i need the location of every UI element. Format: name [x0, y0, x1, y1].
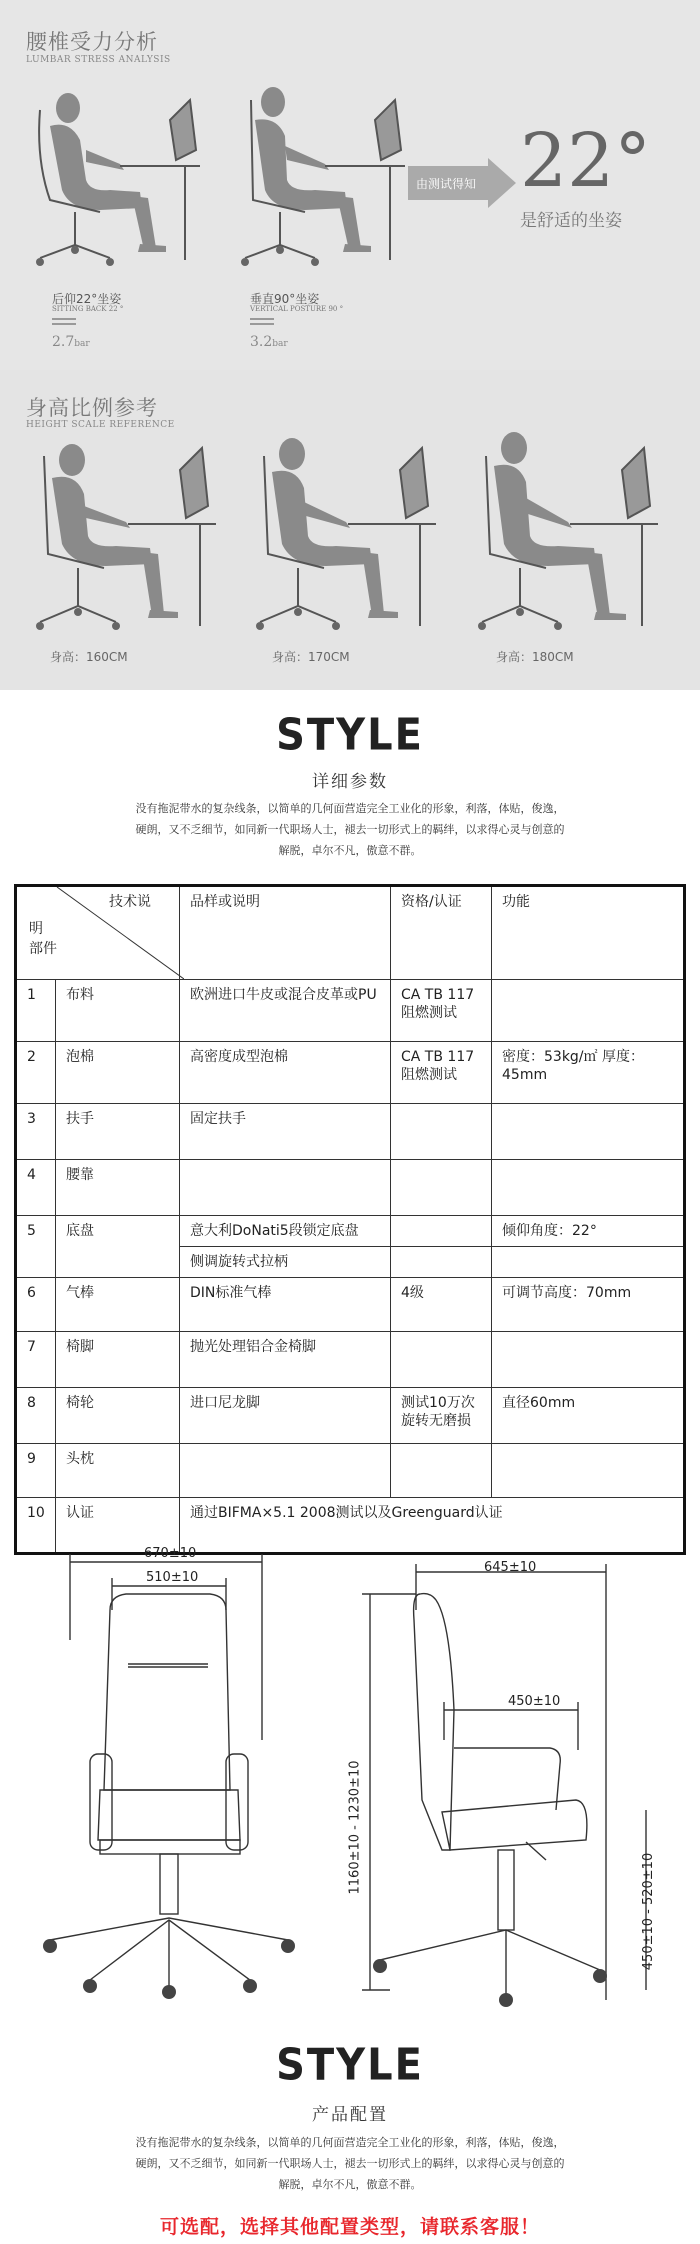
row-no: 10 — [16, 1498, 56, 1554]
row-cert: CA TB 117 阻燃测试 — [391, 1042, 492, 1104]
row-part: 腰靠 — [56, 1160, 180, 1216]
row-desc: DIN标准气棒 — [180, 1278, 391, 1332]
figure2-caption: 垂直90°坐姿 — [250, 292, 320, 306]
row-desc: 抛光处理铝合金椅脚 — [180, 1332, 391, 1388]
table-row — [16, 1104, 685, 1160]
row-part: 气棒 — [56, 1278, 180, 1332]
spec-table — [14, 884, 686, 1555]
row-part: 底盘 — [56, 1216, 180, 1278]
row-func: 密度：53kg/㎡ 厚度：45mm — [492, 1042, 685, 1104]
height-160-figure — [20, 430, 220, 640]
row-no: 6 — [16, 1278, 56, 1332]
row-desc: 进口尼龙脚 — [180, 1388, 391, 1444]
height-caption-160: 身高：160CM — [50, 650, 128, 664]
row-cert — [391, 1247, 492, 1278]
table-row — [16, 1042, 685, 1104]
row-part: 扶手 — [56, 1104, 180, 1160]
row-func — [492, 980, 685, 1042]
header-part: 明 部件 — [29, 921, 57, 957]
row-desc — [180, 1444, 391, 1498]
table-row — [16, 980, 685, 1042]
table-header-row — [16, 886, 685, 980]
height-caption-170: 身高：170CM — [272, 650, 350, 664]
row-no: 2 — [16, 1042, 56, 1104]
row-cert — [391, 1160, 492, 1216]
dim-front-outer: 670±10 — [144, 1546, 197, 1561]
table-row — [16, 1332, 685, 1388]
row-cert — [391, 1104, 492, 1160]
figure1-caption-en: SITTING BACK 22 ° — [52, 305, 124, 313]
config-notice: 可选配，选择其他配置类型，请联系客服！ — [159, 2216, 540, 2238]
upright-sitting-figure — [225, 80, 425, 280]
pressure-lines-icon — [52, 318, 76, 328]
row-cert — [391, 1216, 492, 1247]
row-cert — [391, 1444, 492, 1498]
row-desc: 通过BIFMA×5.1 2008测试以及Greenguard认证 — [180, 1498, 685, 1554]
table-row — [16, 1216, 685, 1247]
row-no: 8 — [16, 1388, 56, 1444]
height-title: 身高比例参考 — [26, 396, 158, 420]
row-cert — [391, 1332, 492, 1388]
dim-side-depth: 645±10 — [484, 1560, 537, 1575]
style-subheading-2: 产品配置 — [312, 2105, 388, 2125]
height-subtitle: HEIGHT SCALE REFERENCE — [26, 420, 175, 430]
pressure-lines-icon — [250, 318, 274, 328]
row-desc: 高密度成型泡棉 — [180, 1042, 391, 1104]
arrow-text: 由测试得知 — [416, 177, 477, 191]
row-cert: CA TB 117 阻燃测试 — [391, 980, 492, 1042]
dim-side-seat: 450±10 — [508, 1694, 561, 1709]
figure2-caption-en: VERTICAL POSTURE 90 ° — [250, 305, 344, 313]
row-desc: 固定扶手 — [180, 1104, 391, 1160]
comfort-conclusion: 是舒适的坐姿 — [520, 211, 622, 231]
table-row — [16, 1160, 685, 1216]
row-cert: 测试10万次旋转无磨损 — [391, 1388, 492, 1444]
header-tech: 技术说 — [109, 894, 151, 910]
row-part: 认证 — [56, 1498, 180, 1554]
row-no: 4 — [16, 1160, 56, 1216]
dim-total-height: 1160±10 - 1230±10 — [347, 1760, 363, 1895]
chair-front-view — [30, 1540, 330, 2010]
height-170-figure — [240, 430, 440, 640]
angle-value: 22° — [520, 118, 652, 204]
row-func — [492, 1104, 685, 1160]
row-func: 直径60mm — [492, 1388, 685, 1444]
header-func: 功能 — [492, 886, 685, 980]
row-cert: 4级 — [391, 1278, 492, 1332]
header-diagonal-cell — [16, 886, 180, 980]
height-180-figure — [462, 430, 662, 640]
row-func — [492, 1332, 685, 1388]
chair-side-view — [347, 1550, 670, 2010]
row-func — [492, 1444, 685, 1498]
figure1-pressure: 2.7bar — [52, 334, 90, 350]
table-row — [16, 1388, 685, 1444]
style-heading-2: STYLE — [276, 2039, 424, 2091]
row-func — [492, 1160, 685, 1216]
row-desc: 意大利DoNati5段锁定底盘 — [180, 1216, 391, 1247]
dim-front-inner: 510±10 — [146, 1570, 199, 1585]
row-part: 椅脚 — [56, 1332, 180, 1388]
height-caption-180: 身高：180CM — [496, 650, 574, 664]
style-heading: STYLE — [276, 709, 424, 761]
row-func: 可调节高度：70mm — [492, 1278, 685, 1332]
row-no: 3 — [16, 1104, 56, 1160]
figure1-caption: 后仰22°坐姿 — [52, 292, 122, 306]
row-no: 5 — [16, 1216, 56, 1278]
lumbar-title: 腰椎受力分析 — [26, 30, 158, 54]
row-desc — [180, 1160, 391, 1216]
row-part: 布料 — [56, 980, 180, 1042]
row-part: 头枕 — [56, 1444, 180, 1498]
row-func: 倾仰角度：22° — [492, 1216, 685, 1247]
figure2-pressure: 3.2bar — [250, 334, 288, 350]
row-no: 9 — [16, 1444, 56, 1498]
row-desc: 侧调旋转式拉柄 — [180, 1247, 391, 1278]
lumbar-subtitle: LUMBAR STRESS ANALYSIS — [26, 55, 171, 65]
row-part: 椅轮 — [56, 1388, 180, 1444]
reclined-sitting-figure — [20, 80, 220, 280]
style-subheading: 详细参数 — [312, 772, 388, 792]
row-desc: 欧洲进口牛皮或混合皮革或PU — [180, 980, 391, 1042]
table-row — [16, 1444, 685, 1498]
header-desc: 品样或说明 — [180, 886, 391, 980]
row-no: 1 — [16, 980, 56, 1042]
dim-seat-height: 450±10 - 520±10 — [641, 1852, 657, 1971]
row-func — [492, 1247, 685, 1278]
intro-paragraph: 没有拖泥带水的复杂线条，以简单的几何面营造完全工业化的形象，利落，体贴，俊逸， 硬朗，又不乏细节，如同新一代职场人士，褪去一切形式上的羁绊，以求得心灵与创意的 解脱，卓尔不凡，傲意不群。 — [135, 802, 565, 857]
header-cert: 资格/认证 — [391, 886, 492, 980]
intro-paragraph-2: 没有拖泥带水的复杂线条，以简单的几何面营造完全工业化的形象，利落，体贴，俊逸， 硬朗，又不乏细节，如同新一代职场人士，褪去一切形式上的羁绊，以求得心灵与创意的 解脱，卓尔不凡，傲意不群。 — [135, 2136, 565, 2191]
row-no: 7 — [16, 1332, 56, 1388]
table-row — [16, 1278, 685, 1332]
row-part: 泡棉 — [56, 1042, 180, 1104]
